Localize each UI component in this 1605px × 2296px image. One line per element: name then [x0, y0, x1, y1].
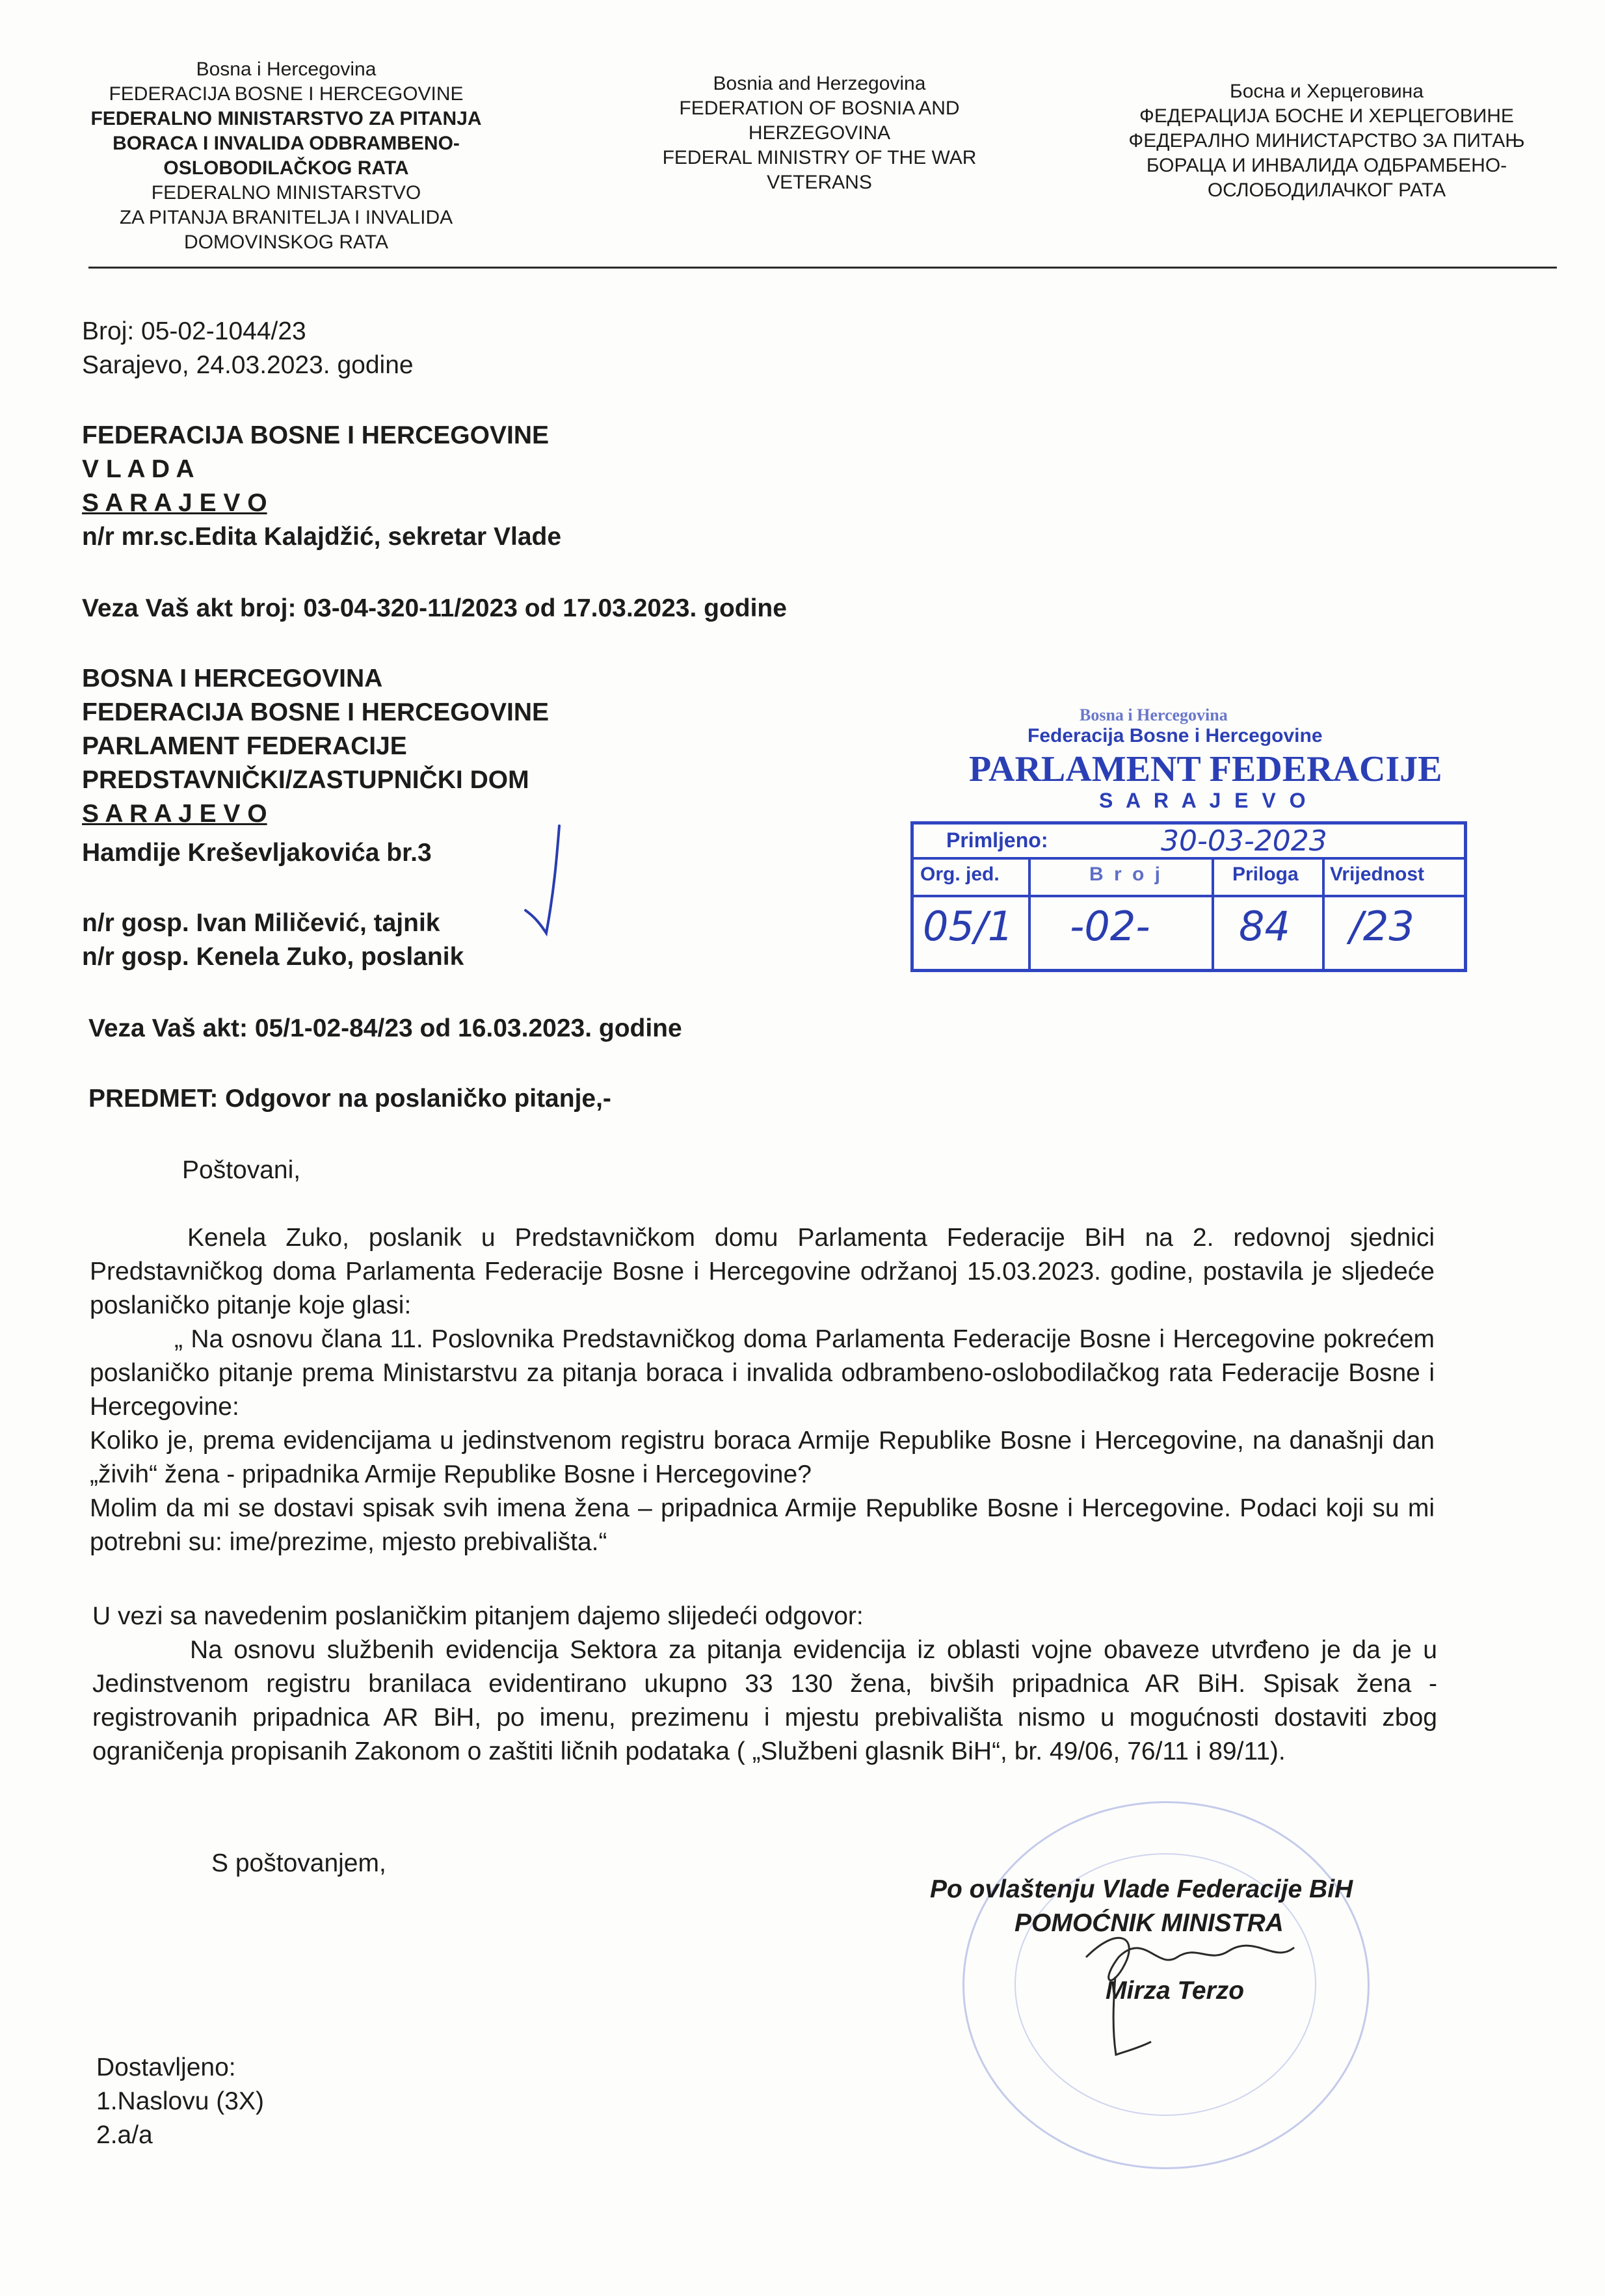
quote-paragraph: Koliko je, prema evidencijama u jedinstvenom registru boraca Armije Republike Bosne i Hercegovine, na današnji dan „živih“ žena - pripadnika Armije Republike Bosne i Hercegovine?: [90, 1427, 1435, 1488]
quote-paragraph: „ Na osnovu člana 11. Poslovnika Predstavničkog doma Parlamenta Federacije Bosne i Hercegovine pokrećem poslaničko pitanje prema Ministarstvu za pitanja boraca i invalida odbrambeno-oslobodilačkog rata Federacije Bosne i Hercegovine:: [90, 1325, 1435, 1421]
header-left-line: DOMOVINSKOG RATA: [184, 231, 388, 253]
recipient2-attention: n/r gosp. Kenela Zuko, poslanik: [82, 943, 464, 971]
recipient2-line: BOSNA I HERCEGOVINA: [82, 665, 383, 693]
recipient2-line: PARLAMENT FEDERACIJE: [82, 732, 407, 760]
header-left: [65, 57, 507, 255]
reference-link-2: Veza Vaš akt: 05/1-02-84/23 od 16.03.2023. godine: [88, 1014, 682, 1042]
stamp-col-label: Priloga: [1232, 864, 1299, 885]
header-center-line: VETERANS: [767, 172, 872, 193]
distribution-title: Dostavljeno:: [96, 2053, 236, 2081]
stamp-received-date: 30-03-2023: [1161, 825, 1327, 858]
header-right-line: ОСЛОБОДИЛАЧКОГ РАТА: [1207, 179, 1446, 201]
handwritten-signature-icon: [1060, 1918, 1333, 2068]
recipient1-city: S A R A J E V O: [82, 489, 267, 517]
header-left-line: FEDERALNO MINISTARSTVO ZA PITANJA: [90, 108, 482, 129]
header-right-line: ФЕДЕРАЛНО МИНИСТАРСТВО ЗА ПИТАЊ: [1128, 130, 1525, 152]
signature-title: POMOĆNIK MINISTRA: [1015, 1909, 1284, 1937]
recipient2-city: S A R A J E V O: [82, 800, 267, 828]
quote-paragraph: Molim da mi se dostavi spisak svih imena žena – pripadnica Armije Republike Bosne i Hercegovine. Podaci koji su mi potrebni su: ime/prezime, mjesto prebivališta.“: [90, 1494, 1435, 1556]
subject: PREDMET: Odgovor na poslaničko pitanje,-: [88, 1085, 611, 1113]
stamp-value: 84: [1239, 903, 1290, 950]
header-right-line: Босна и Херцеговина: [1230, 81, 1424, 102]
header-left-line: ZA PITANJA BRANITELJA I INVALIDA: [119, 207, 453, 228]
reference-number: Broj: 05-02-1044/23: [82, 317, 306, 345]
paragraph-question-intro: [90, 1221, 1435, 1559]
recipient2-line: PREDSTAVNIČKI/ZASTUPNIČKI DOM: [82, 766, 529, 794]
recipient2-attention: n/r gosp. Ivan Miličević, tajnik: [82, 909, 440, 937]
header-center: [624, 72, 1015, 195]
recipient1-line: V L A D A: [82, 455, 194, 483]
answer-section: [92, 1600, 1437, 1769]
signature-name: Mirza Terzo: [1106, 1977, 1245, 2005]
place-date: Sarajevo, 24.03.2023. godine: [82, 351, 414, 379]
header-right-line: БОРАЦА И ИНВАЛИДА ОДБРАМБЕНО-: [1146, 155, 1507, 176]
recipient2-address: Hamdije Kreševljakovića br.3: [82, 839, 432, 867]
header-left-line: FEDERACIJA BOSNE I HERCEGOVINE: [109, 83, 464, 105]
header-divider: [88, 267, 1557, 269]
header-left-line: OSLOBODILAČKOG RATA: [163, 157, 409, 179]
answer-text: Na osnovu službenih evidencija Sektora za pitanja evidencija iz oblasti vojne obaveze utvrđeno je da je u Jedinstvenom registru branilaca evidentirano ukupno 33 130 žena, bivših pripadnica AR BiH. Spisak žena - registrovanih pripadnica AR BiH, po imenu, prezimenu i mjestu prebivališta nismo u mogućnosti dostaviti zbog ograničenja propisanih Zakonom o zaštiti ličnih podataka ( „Službeni glasnik BiH“, br. 49/06, 76/11 i 89/11).: [92, 1636, 1437, 1765]
distribution-item: 2.a/a: [96, 2121, 153, 2149]
paragraph-text: Kenela Zuko, poslanik u Predstavničkom domu Parlamenta Federacije BiH na 2. redovnoj sjednici Predstavničkog doma Parlamenta Federacije Bosne i Hercegovine održanoj 15.03.2023. godine, postavila je sljedeće poslaničko pitanje koje glasi:: [90, 1224, 1435, 1319]
stamp-value: -02-: [1070, 903, 1150, 950]
stamp-col-label: Org. jed.: [920, 864, 1000, 885]
header-right-line: ФЕДЕРАЦИЈА БОСНЕ И ХЕРЦЕГОВИНЕ: [1139, 105, 1514, 127]
stamp-city: S A R A J E V O: [1099, 789, 1310, 812]
stamp-col-label: Vrijednost: [1330, 864, 1425, 885]
stamp-received-label: Primljeno:: [946, 828, 1048, 852]
distribution-item: 1.Naslovu (3X): [96, 2087, 264, 2115]
recipient2-line: FEDERACIJA BOSNE I HERCEGOVINE: [82, 698, 549, 726]
reference-link-1: Veza Vaš akt broj: 03-04-320-11/2023 od 17.03.2023. godine: [82, 594, 787, 622]
stamp-box: [910, 821, 1467, 972]
header-left-line: Bosna i Hercegovina: [196, 59, 377, 80]
header-left-line: FEDERALNO MINISTARSTVO: [151, 182, 421, 204]
stamp-value: 05/1: [923, 903, 1014, 950]
signature-authority: Po ovlaštenju Vlade Federacije BiH: [930, 1875, 1353, 1903]
stamp-value: /23: [1349, 903, 1414, 950]
check-mark-icon: [514, 819, 579, 943]
recipient1-attention: n/r mr.sc.Edita Kalajdžić, sekretar Vlade: [82, 523, 562, 551]
received-stamp: [910, 706, 1470, 979]
header-center-line: Bosnia and Herzegovina: [713, 73, 926, 94]
stamp-line: Federacija Bosne i Hercegovine: [1028, 725, 1323, 746]
stamp-title: PARLAMENT FEDERACIJE: [969, 749, 1442, 789]
header-center-line: FEDERAL MINISTRY OF THE WAR: [662, 147, 977, 168]
stamp-col-label: B r o j: [1089, 864, 1163, 885]
header-right: [1099, 79, 1554, 203]
stamp-line: Bosna i Hercegovina: [1080, 706, 1228, 724]
salutation: Poštovani,: [182, 1156, 301, 1184]
closing: S poštovanjem,: [211, 1849, 386, 1877]
header-left-line: BORACA I INVALIDA ODBRAMBENO-: [113, 133, 460, 154]
header-center-line: HERZEGOVINA: [748, 122, 891, 144]
header-center-line: FEDERATION OF BOSNIA AND: [679, 98, 960, 119]
answer-intro: U vezi sa navedenim poslaničkim pitanjem dajemo slijedeći odgovor:: [92, 1602, 864, 1630]
recipient1-line: FEDERACIJA BOSNE I HERCEGOVINE: [82, 421, 549, 449]
